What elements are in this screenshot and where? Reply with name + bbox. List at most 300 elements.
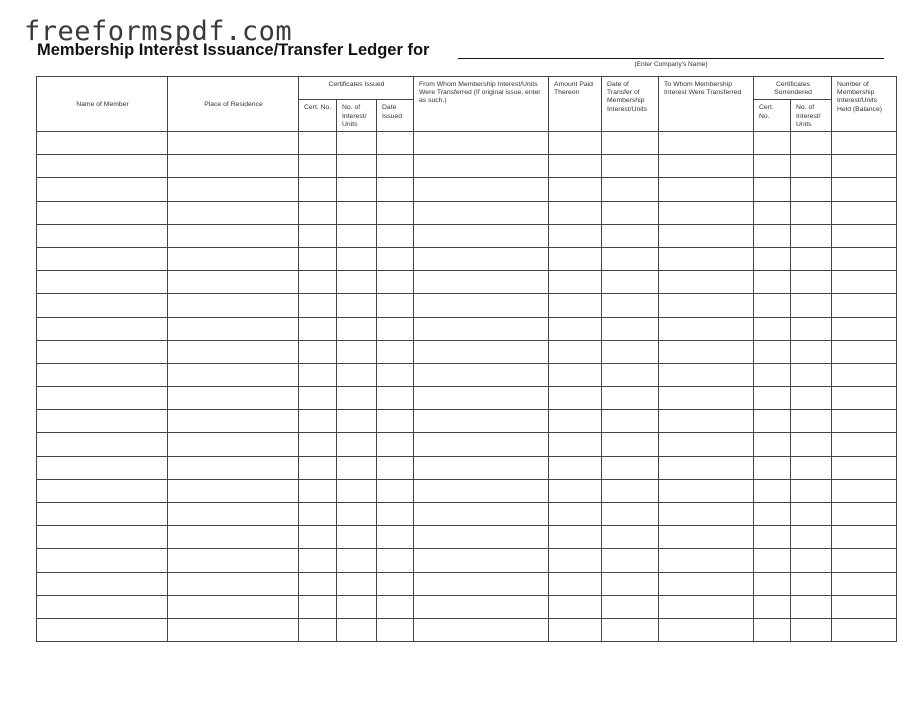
ledger-row — [37, 224, 897, 247]
amount-paid-cell[interactable] — [549, 503, 602, 526]
surrendered-cert-no-cell[interactable] — [754, 363, 791, 386]
place-of-residence-cell[interactable] — [168, 549, 299, 572]
to-whom-cell[interactable] — [659, 549, 754, 572]
date-of-transfer-cell[interactable] — [602, 479, 659, 502]
to-whom-cell[interactable] — [659, 572, 754, 595]
cert-no-cell[interactable] — [299, 503, 337, 526]
cert-no-cell[interactable] — [299, 132, 337, 155]
ledger-row — [37, 456, 897, 479]
ledger-row — [37, 271, 897, 294]
from-whom-cell[interactable] — [414, 456, 549, 479]
to-whom-cell[interactable] — [659, 224, 754, 247]
cert-no-cell[interactable] — [299, 387, 337, 410]
cert-no-cell[interactable] — [299, 363, 337, 386]
amount-paid-cell[interactable] — [549, 363, 602, 386]
from-whom-cell[interactable] — [414, 572, 549, 595]
place-of-residence-cell[interactable] — [168, 155, 299, 178]
no-of-interest-units-cell[interactable] — [337, 433, 377, 456]
company-name-field[interactable] — [458, 58, 884, 59]
no-of-interest-units-cell[interactable] — [337, 178, 377, 201]
surrendered-no-of-interest-units-cell[interactable] — [791, 618, 832, 641]
number-held-cell[interactable] — [832, 479, 897, 502]
surrendered-no-of-interest-units-cell[interactable] — [791, 433, 832, 456]
place-of-residence-cell[interactable] — [168, 526, 299, 549]
surrendered-cert-no-cell[interactable] — [754, 479, 791, 502]
col-header-cert-no: Cert. No. — [299, 100, 337, 132]
col-header-surrendered-cert-no: Cert. No. — [754, 100, 791, 132]
name-of-member-cell[interactable] — [37, 526, 168, 549]
no-of-interest-units-cell[interactable] — [337, 387, 377, 410]
number-held-cell[interactable] — [832, 433, 897, 456]
ledger-row — [37, 247, 897, 270]
date-of-transfer-cell[interactable] — [602, 387, 659, 410]
ledger-row — [37, 595, 897, 618]
surrendered-no-of-interest-units-cell[interactable] — [791, 456, 832, 479]
to-whom-cell[interactable] — [659, 201, 754, 224]
number-held-cell[interactable] — [832, 595, 897, 618]
from-whom-cell[interactable] — [414, 387, 549, 410]
surrendered-cert-no-cell[interactable] — [754, 387, 791, 410]
date-issued-cell[interactable] — [377, 132, 414, 155]
to-whom-cell[interactable] — [659, 294, 754, 317]
number-held-cell[interactable] — [832, 549, 897, 572]
cert-no-cell[interactable] — [299, 317, 337, 340]
date-issued-cell[interactable] — [377, 247, 414, 270]
place-of-residence-cell[interactable] — [168, 317, 299, 340]
number-held-cell[interactable] — [832, 201, 897, 224]
to-whom-cell[interactable] — [659, 340, 754, 363]
cert-no-cell[interactable] — [299, 294, 337, 317]
place-of-residence-cell[interactable] — [168, 618, 299, 641]
from-whom-cell[interactable] — [414, 410, 549, 433]
name-of-member-cell[interactable] — [37, 317, 168, 340]
to-whom-cell[interactable] — [659, 410, 754, 433]
amount-paid-cell[interactable] — [549, 387, 602, 410]
no-of-interest-units-cell[interactable] — [337, 271, 377, 294]
place-of-residence-cell[interactable] — [168, 224, 299, 247]
amount-paid-cell[interactable] — [549, 572, 602, 595]
no-of-interest-units-cell[interactable] — [337, 247, 377, 270]
from-whom-cell[interactable] — [414, 433, 549, 456]
no-of-interest-units-cell[interactable] — [337, 479, 377, 502]
surrendered-cert-no-cell[interactable] — [754, 618, 791, 641]
to-whom-cell[interactable] — [659, 433, 754, 456]
col-header-number-held: Number of Membership Interest/Units Held (Balance) — [832, 77, 897, 132]
no-of-interest-units-cell[interactable] — [337, 294, 377, 317]
date-issued-cell[interactable] — [377, 433, 414, 456]
date-of-transfer-cell[interactable] — [602, 178, 659, 201]
amount-paid-cell[interactable] — [549, 479, 602, 502]
company-name-note: (Enter Company's Name) — [634, 61, 708, 68]
surrendered-no-of-interest-units-cell[interactable] — [791, 526, 832, 549]
to-whom-cell[interactable] — [659, 155, 754, 178]
surrendered-no-of-interest-units-cell[interactable] — [791, 271, 832, 294]
from-whom-cell[interactable] — [414, 340, 549, 363]
from-whom-cell[interactable] — [414, 595, 549, 618]
date-of-transfer-cell[interactable] — [602, 317, 659, 340]
date-of-transfer-cell[interactable] — [602, 201, 659, 224]
to-whom-cell[interactable] — [659, 132, 754, 155]
from-whom-cell[interactable] — [414, 294, 549, 317]
date-of-transfer-cell[interactable] — [602, 363, 659, 386]
name-of-member-cell[interactable] — [37, 410, 168, 433]
date-issued-cell[interactable] — [377, 201, 414, 224]
col-header-name-of-member: Name of Member — [37, 77, 168, 132]
surrendered-cert-no-cell[interactable] — [754, 595, 791, 618]
from-whom-cell[interactable] — [414, 363, 549, 386]
date-issued-cell[interactable] — [377, 618, 414, 641]
name-of-member-cell[interactable] — [37, 178, 168, 201]
surrendered-cert-no-cell[interactable] — [754, 433, 791, 456]
no-of-interest-units-cell[interactable] — [337, 201, 377, 224]
date-of-transfer-cell[interactable] — [602, 340, 659, 363]
date-issued-cell[interactable] — [377, 503, 414, 526]
col-header-date-issued: Date Issued — [377, 100, 414, 132]
place-of-residence-cell[interactable] — [168, 201, 299, 224]
place-of-residence-cell[interactable] — [168, 503, 299, 526]
surrendered-no-of-interest-units-cell[interactable] — [791, 410, 832, 433]
ledger-row — [37, 178, 897, 201]
surrendered-cert-no-cell[interactable] — [754, 340, 791, 363]
surrendered-cert-no-cell[interactable] — [754, 410, 791, 433]
name-of-member-cell[interactable] — [37, 479, 168, 502]
name-of-member-cell[interactable] — [37, 433, 168, 456]
from-whom-cell[interactable] — [414, 201, 549, 224]
cert-no-cell[interactable] — [299, 595, 337, 618]
to-whom-cell[interactable] — [659, 595, 754, 618]
surrendered-no-of-interest-units-cell[interactable] — [791, 595, 832, 618]
cert-no-cell[interactable] — [299, 549, 337, 572]
date-issued-cell[interactable] — [377, 549, 414, 572]
number-held-cell[interactable] — [832, 503, 897, 526]
date-issued-cell[interactable] — [377, 363, 414, 386]
no-of-interest-units-cell[interactable] — [337, 572, 377, 595]
from-whom-cell[interactable] — [414, 317, 549, 340]
place-of-residence-cell[interactable] — [168, 132, 299, 155]
no-of-interest-units-cell[interactable] — [337, 363, 377, 386]
place-of-residence-cell[interactable] — [168, 433, 299, 456]
from-whom-cell[interactable] — [414, 271, 549, 294]
date-of-transfer-cell[interactable] — [602, 247, 659, 270]
col-header-surrendered-no-of-interest-units: No. of Interest/ Units — [791, 100, 832, 132]
amount-paid-cell[interactable] — [549, 456, 602, 479]
date-issued-cell[interactable] — [377, 340, 414, 363]
surrendered-no-of-interest-units-cell[interactable] — [791, 549, 832, 572]
place-of-residence-cell[interactable] — [168, 271, 299, 294]
amount-paid-cell[interactable] — [549, 247, 602, 270]
surrendered-no-of-interest-units-cell[interactable] — [791, 572, 832, 595]
date-of-transfer-cell[interactable] — [602, 294, 659, 317]
date-issued-cell[interactable] — [377, 271, 414, 294]
ledger-row — [37, 201, 897, 224]
date-of-transfer-cell[interactable] — [602, 271, 659, 294]
name-of-member-cell[interactable] — [37, 340, 168, 363]
number-held-cell[interactable] — [832, 387, 897, 410]
to-whom-cell[interactable] — [659, 503, 754, 526]
from-whom-cell[interactable] — [414, 132, 549, 155]
page-title: Membership Interest Issuance/Transfer Ledger for — [37, 41, 430, 59]
amount-paid-cell[interactable] — [549, 410, 602, 433]
cert-no-cell[interactable] — [299, 340, 337, 363]
cert-no-cell[interactable] — [299, 201, 337, 224]
col-header-certificates-issued: Certificates Issued — [299, 77, 414, 100]
date-issued-cell[interactable] — [377, 155, 414, 178]
number-held-cell[interactable] — [832, 224, 897, 247]
ledger-row — [37, 433, 897, 456]
no-of-interest-units-cell[interactable] — [337, 549, 377, 572]
cert-no-cell[interactable] — [299, 155, 337, 178]
to-whom-cell[interactable] — [659, 317, 754, 340]
surrendered-no-of-interest-units-cell[interactable] — [791, 340, 832, 363]
no-of-interest-units-cell[interactable] — [337, 132, 377, 155]
surrendered-cert-no-cell[interactable] — [754, 503, 791, 526]
cert-no-cell[interactable] — [299, 433, 337, 456]
date-issued-cell[interactable] — [377, 526, 414, 549]
amount-paid-cell[interactable] — [549, 595, 602, 618]
ledger-row — [37, 294, 897, 317]
to-whom-cell[interactable] — [659, 526, 754, 549]
from-whom-cell[interactable] — [414, 155, 549, 178]
amount-paid-cell[interactable] — [549, 155, 602, 178]
surrendered-no-of-interest-units-cell[interactable] — [791, 363, 832, 386]
ledger-row — [37, 572, 897, 595]
no-of-interest-units-cell[interactable] — [337, 456, 377, 479]
surrendered-no-of-interest-units-cell[interactable] — [791, 224, 832, 247]
surrendered-cert-no-cell[interactable] — [754, 224, 791, 247]
surrendered-no-of-interest-units-cell[interactable] — [791, 294, 832, 317]
place-of-residence-cell[interactable] — [168, 178, 299, 201]
from-whom-cell[interactable] — [414, 503, 549, 526]
surrendered-no-of-interest-units-cell[interactable] — [791, 387, 832, 410]
to-whom-cell[interactable] — [659, 479, 754, 502]
date-of-transfer-cell[interactable] — [602, 224, 659, 247]
cert-no-cell[interactable] — [299, 572, 337, 595]
name-of-member-cell[interactable] — [37, 595, 168, 618]
cert-no-cell[interactable] — [299, 247, 337, 270]
date-issued-cell[interactable] — [377, 572, 414, 595]
number-held-cell[interactable] — [832, 410, 897, 433]
surrendered-cert-no-cell[interactable] — [754, 155, 791, 178]
surrendered-no-of-interest-units-cell[interactable] — [791, 479, 832, 502]
place-of-residence-cell[interactable] — [168, 294, 299, 317]
number-held-cell[interactable] — [832, 363, 897, 386]
date-issued-cell[interactable] — [377, 317, 414, 340]
place-of-residence-cell[interactable] — [168, 595, 299, 618]
name-of-member-cell[interactable] — [37, 224, 168, 247]
to-whom-cell[interactable] — [659, 178, 754, 201]
number-held-cell[interactable] — [832, 317, 897, 340]
from-whom-cell[interactable] — [414, 224, 549, 247]
cert-no-cell[interactable] — [299, 479, 337, 502]
ledger-row — [37, 410, 897, 433]
amount-paid-cell[interactable] — [549, 294, 602, 317]
amount-paid-cell[interactable] — [549, 317, 602, 340]
surrendered-cert-no-cell[interactable] — [754, 294, 791, 317]
ledger-row — [37, 387, 897, 410]
place-of-residence-cell[interactable] — [168, 456, 299, 479]
surrendered-no-of-interest-units-cell[interactable] — [791, 317, 832, 340]
site-watermark: freeformspdf.com — [24, 16, 293, 47]
place-of-residence-cell[interactable] — [168, 572, 299, 595]
name-of-member-cell[interactable] — [37, 247, 168, 270]
surrendered-no-of-interest-units-cell[interactable] — [791, 503, 832, 526]
name-of-member-cell[interactable] — [37, 132, 168, 155]
amount-paid-cell[interactable] — [549, 618, 602, 641]
from-whom-cell[interactable] — [414, 247, 549, 270]
to-whom-cell[interactable] — [659, 456, 754, 479]
ledger-row — [37, 317, 897, 340]
no-of-interest-units-cell[interactable] — [337, 340, 377, 363]
surrendered-cert-no-cell[interactable] — [754, 271, 791, 294]
number-held-cell[interactable] — [832, 294, 897, 317]
name-of-member-cell[interactable] — [37, 572, 168, 595]
place-of-residence-cell[interactable] — [168, 340, 299, 363]
date-of-transfer-cell[interactable] — [602, 526, 659, 549]
surrendered-no-of-interest-units-cell[interactable] — [791, 132, 832, 155]
surrendered-cert-no-cell[interactable] — [754, 572, 791, 595]
no-of-interest-units-cell[interactable] — [337, 224, 377, 247]
date-of-transfer-cell[interactable] — [602, 132, 659, 155]
number-held-cell[interactable] — [832, 247, 897, 270]
cert-no-cell[interactable] — [299, 224, 337, 247]
surrendered-cert-no-cell[interactable] — [754, 201, 791, 224]
place-of-residence-cell[interactable] — [168, 387, 299, 410]
name-of-member-cell[interactable] — [37, 618, 168, 641]
no-of-interest-units-cell[interactable] — [337, 317, 377, 340]
from-whom-cell[interactable] — [414, 178, 549, 201]
surrendered-cert-no-cell[interactable] — [754, 549, 791, 572]
amount-paid-cell[interactable] — [549, 271, 602, 294]
to-whom-cell[interactable] — [659, 387, 754, 410]
name-of-member-cell[interactable] — [37, 456, 168, 479]
number-held-cell[interactable] — [832, 132, 897, 155]
surrendered-cert-no-cell[interactable] — [754, 178, 791, 201]
date-of-transfer-cell[interactable] — [602, 433, 659, 456]
amount-paid-cell[interactable] — [549, 224, 602, 247]
name-of-member-cell[interactable] — [37, 363, 168, 386]
to-whom-cell[interactable] — [659, 271, 754, 294]
date-of-transfer-cell[interactable] — [602, 410, 659, 433]
name-of-member-cell[interactable] — [37, 503, 168, 526]
ledger-row — [37, 132, 897, 155]
surrendered-cert-no-cell[interactable] — [754, 456, 791, 479]
date-of-transfer-cell[interactable] — [602, 595, 659, 618]
amount-paid-cell[interactable] — [549, 340, 602, 363]
to-whom-cell[interactable] — [659, 247, 754, 270]
name-of-member-cell[interactable] — [37, 271, 168, 294]
ledger-row — [37, 479, 897, 502]
cert-no-cell[interactable] — [299, 456, 337, 479]
ledger-row — [37, 549, 897, 572]
cert-no-cell[interactable] — [299, 526, 337, 549]
date-issued-cell[interactable] — [377, 294, 414, 317]
date-issued-cell[interactable] — [377, 178, 414, 201]
date-of-transfer-cell[interactable] — [602, 549, 659, 572]
place-of-residence-cell[interactable] — [168, 410, 299, 433]
number-held-cell[interactable] — [832, 178, 897, 201]
date-of-transfer-cell[interactable] — [602, 155, 659, 178]
number-held-cell[interactable] — [832, 340, 897, 363]
cert-no-cell[interactable] — [299, 178, 337, 201]
col-header-to-whom: To Whom Membership Interest Were Transferred — [659, 77, 754, 132]
name-of-member-cell[interactable] — [37, 201, 168, 224]
from-whom-cell[interactable] — [414, 549, 549, 572]
ledger-table — [36, 76, 897, 642]
surrendered-no-of-interest-units-cell[interactable] — [791, 201, 832, 224]
surrendered-cert-no-cell[interactable] — [754, 132, 791, 155]
number-held-cell[interactable] — [832, 456, 897, 479]
surrendered-cert-no-cell[interactable] — [754, 526, 791, 549]
date-of-transfer-cell[interactable] — [602, 456, 659, 479]
col-header-amount-paid: Amount Paid Thereon — [549, 77, 602, 132]
surrendered-cert-no-cell[interactable] — [754, 317, 791, 340]
col-header-place-of-residence: Place of Residence — [168, 77, 299, 132]
no-of-interest-units-cell[interactable] — [337, 155, 377, 178]
no-of-interest-units-cell[interactable] — [337, 503, 377, 526]
date-issued-cell[interactable] — [377, 456, 414, 479]
surrendered-no-of-interest-units-cell[interactable] — [791, 155, 832, 178]
date-of-transfer-cell[interactable] — [602, 572, 659, 595]
date-issued-cell[interactable] — [377, 387, 414, 410]
to-whom-cell[interactable] — [659, 363, 754, 386]
place-of-residence-cell[interactable] — [168, 479, 299, 502]
cert-no-cell[interactable] — [299, 271, 337, 294]
from-whom-cell[interactable] — [414, 618, 549, 641]
date-of-transfer-cell[interactable] — [602, 503, 659, 526]
date-of-transfer-cell[interactable] — [602, 618, 659, 641]
amount-paid-cell[interactable] — [549, 132, 602, 155]
ledger-row — [37, 363, 897, 386]
number-held-cell[interactable] — [832, 618, 897, 641]
no-of-interest-units-cell[interactable] — [337, 595, 377, 618]
from-whom-cell[interactable] — [414, 526, 549, 549]
no-of-interest-units-cell[interactable] — [337, 410, 377, 433]
date-issued-cell[interactable] — [377, 479, 414, 502]
name-of-member-cell[interactable] — [37, 155, 168, 178]
ledger-row — [37, 618, 897, 641]
ledger-row — [37, 155, 897, 178]
place-of-residence-cell[interactable] — [168, 247, 299, 270]
number-held-cell[interactable] — [832, 271, 897, 294]
name-of-member-cell[interactable] — [37, 549, 168, 572]
amount-paid-cell[interactable] — [549, 178, 602, 201]
no-of-interest-units-cell[interactable] — [337, 618, 377, 641]
amount-paid-cell[interactable] — [549, 433, 602, 456]
cert-no-cell[interactable] — [299, 410, 337, 433]
col-header-from-whom: From Whom Membership Interest/Units Were Transferred (If original issue, enter as such.) — [414, 77, 549, 132]
date-issued-cell[interactable] — [377, 224, 414, 247]
date-issued-cell[interactable] — [377, 410, 414, 433]
from-whom-cell[interactable] — [414, 479, 549, 502]
to-whom-cell[interactable] — [659, 618, 754, 641]
amount-paid-cell[interactable] — [549, 549, 602, 572]
place-of-residence-cell[interactable] — [168, 363, 299, 386]
amount-paid-cell[interactable] — [549, 201, 602, 224]
name-of-member-cell[interactable] — [37, 294, 168, 317]
cert-no-cell[interactable] — [299, 618, 337, 641]
surrendered-no-of-interest-units-cell[interactable] — [791, 247, 832, 270]
no-of-interest-units-cell[interactable] — [337, 526, 377, 549]
col-header-no-of-interest-units: No. of Interest/ Units — [337, 100, 377, 132]
number-held-cell[interactable] — [832, 155, 897, 178]
date-issued-cell[interactable] — [377, 595, 414, 618]
number-held-cell[interactable] — [832, 526, 897, 549]
number-held-cell[interactable] — [832, 572, 897, 595]
surrendered-cert-no-cell[interactable] — [754, 247, 791, 270]
name-of-member-cell[interactable] — [37, 387, 168, 410]
amount-paid-cell[interactable] — [549, 526, 602, 549]
surrendered-no-of-interest-units-cell[interactable] — [791, 178, 832, 201]
